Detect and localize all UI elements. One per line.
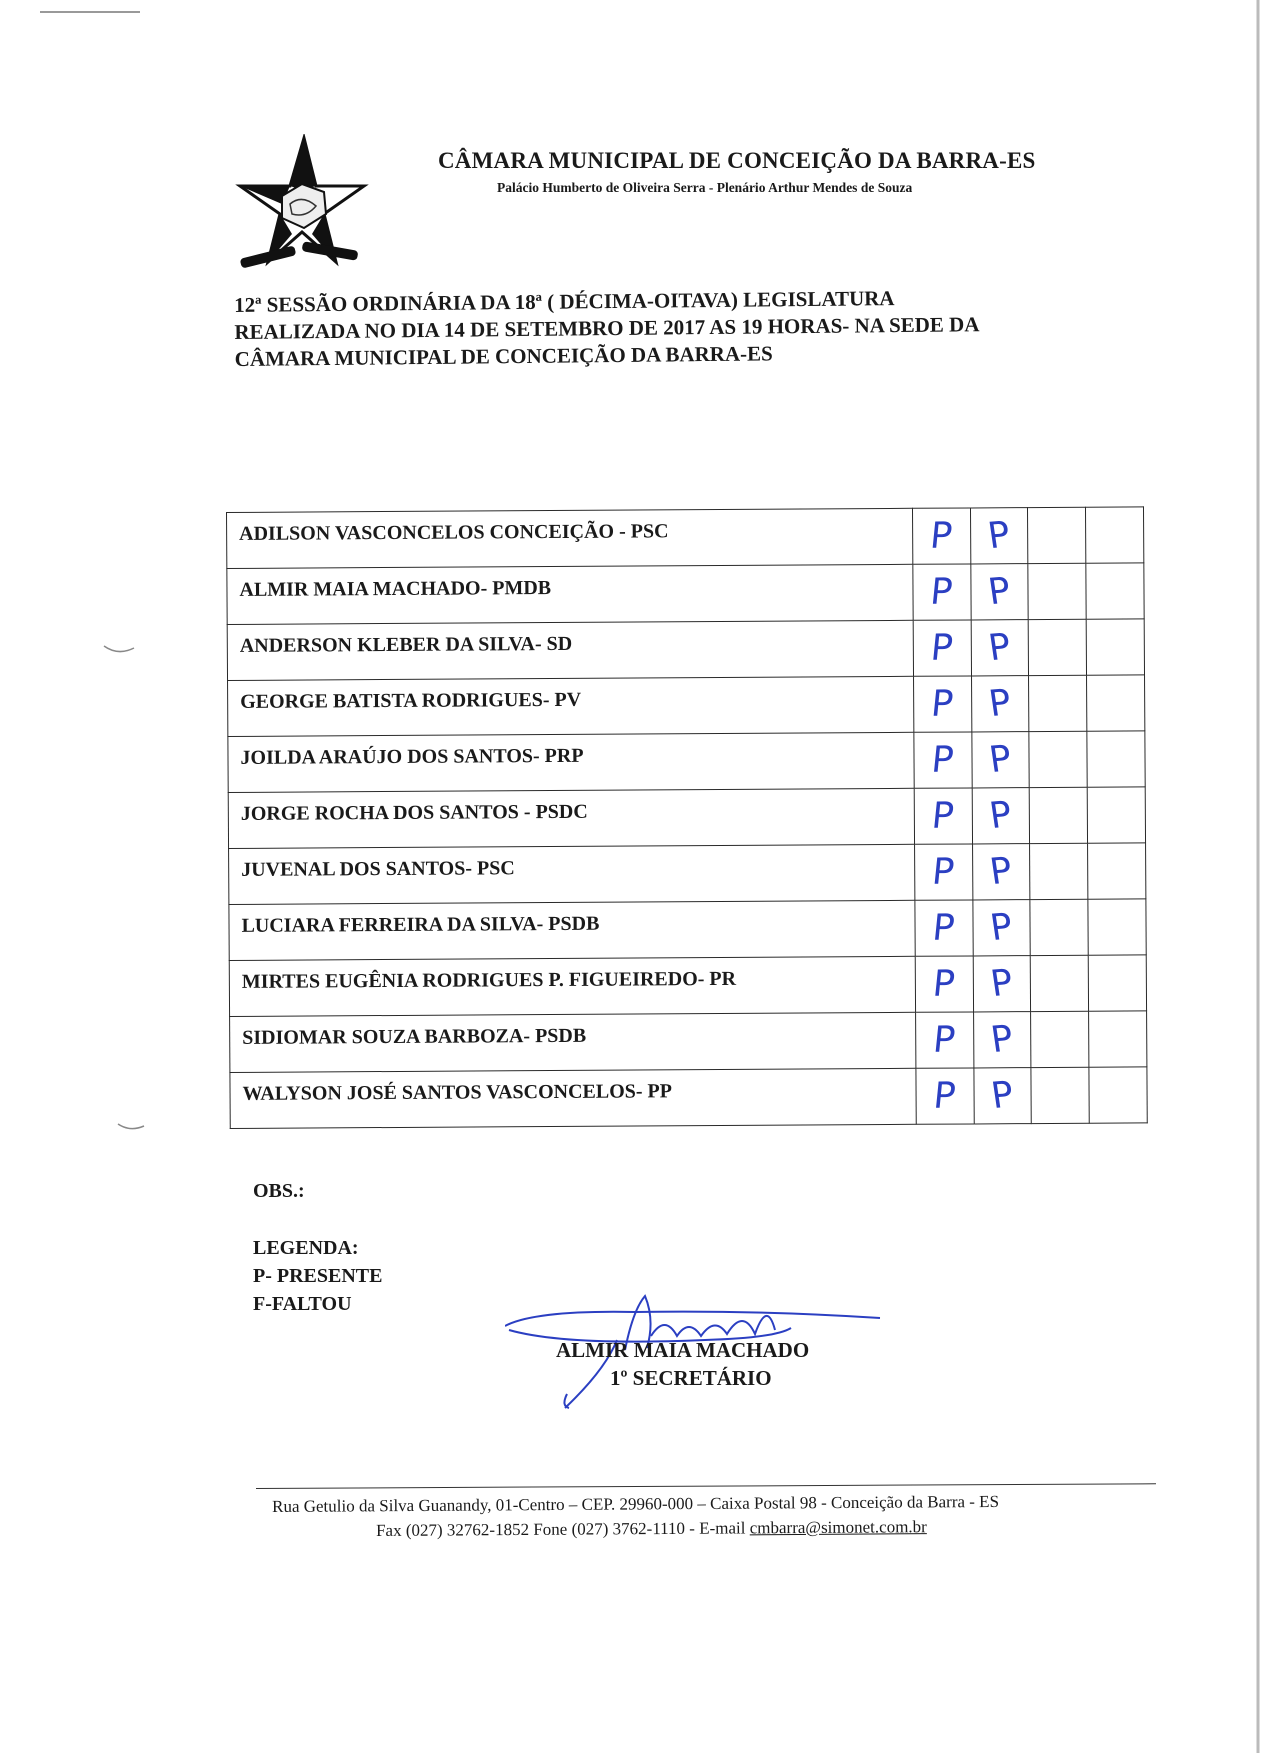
councillor-name: JUVENAL DOS SANTOS- PSC bbox=[229, 844, 915, 904]
councillor-name: SIDIOMAR SOUZA BARBOZA- PSDB bbox=[230, 1012, 916, 1072]
session-line-1: 12ª SESSÃO ORDINÁRIA DA 18ª ( DÉCIMA-OITAVA) LEGISLATURA bbox=[234, 286, 895, 317]
councillor-name: ALMIR MAIA MACHADO- PMDB bbox=[227, 564, 913, 624]
presence-mark: P bbox=[930, 795, 956, 837]
presence-mark: P bbox=[928, 571, 955, 613]
empty-mark-cell bbox=[1089, 1011, 1147, 1067]
councillor-name: ADILSON VASCONCELOS CONCEIÇÃO - PSC bbox=[227, 508, 913, 568]
footer-phone-fax: Fax (027) 32762-1852 Fone (027) 3762-1110 - E-mail bbox=[376, 1518, 750, 1540]
presence-mark: P bbox=[930, 851, 957, 893]
presence-mark: P bbox=[988, 962, 1016, 1005]
table-row bbox=[229, 899, 1146, 961]
empty-mark-cell bbox=[1086, 563, 1144, 619]
legend bbox=[253, 1234, 382, 1318]
presence-mark: P bbox=[931, 1019, 958, 1061]
presence-mark: P bbox=[928, 515, 955, 557]
footer-contact bbox=[376, 1517, 927, 1541]
empty-mark-cell bbox=[1031, 1011, 1089, 1067]
councillor-name: JORGE ROCHA DOS SANTOS - PSDC bbox=[228, 788, 914, 848]
empty-mark-cell bbox=[1029, 675, 1087, 731]
presence-mark: P bbox=[987, 850, 1015, 893]
councillor-name: MIRTES EUGÊNIA RODRIGUES P. FIGUEIREDO- PR bbox=[229, 956, 915, 1016]
table-row bbox=[227, 563, 1144, 625]
chamber-subtitle: Palácio Humberto de Oliveira Serra - Plenário Arthur Mendes de Souza bbox=[497, 180, 913, 195]
legend-title: LEGENDA: bbox=[253, 1237, 359, 1259]
legend-present: P- PRESENTE bbox=[253, 1265, 383, 1287]
presence-mark: P bbox=[931, 963, 957, 1005]
footer-address: Rua Getulio da Silva Guanandy, 01-Centro – CEP. 29960-000 – Caixa Postal 98 - Conceição da Barra - ES bbox=[272, 1491, 1000, 1516]
footer-email-link[interactable]: cmbarra@simonet.com.br bbox=[749, 1517, 927, 1538]
chamber-title: CÂMARA MUNICIPAL DE CONCEIÇÃO DA BARRA-ES bbox=[438, 148, 1036, 173]
session-line-2: REALIZADA NO DIA 14 DE SETEMBRO DE 2017 AS 19 HORAS- NA SEDE DA bbox=[234, 312, 980, 344]
legend-absent: F-FALTOU bbox=[253, 1293, 352, 1315]
empty-mark-cell bbox=[1087, 731, 1145, 787]
empty-mark-cell bbox=[1086, 507, 1144, 563]
session-line-3: CÂMARA MUNICIPAL DE CONCEIÇÃO DA BARRA-ES bbox=[234, 341, 773, 371]
empty-mark-cell bbox=[1029, 619, 1087, 675]
empty-mark-cell bbox=[1028, 563, 1086, 619]
empty-mark-cell bbox=[1089, 1067, 1147, 1123]
attendance-table bbox=[226, 506, 1148, 1129]
presence-mark: P bbox=[985, 570, 1014, 613]
empty-mark-cell bbox=[1029, 731, 1087, 787]
presence-mark: P bbox=[986, 682, 1014, 725]
councillor-name: WALYSON JOSÉ SANTOS VASCONCELOS- PP bbox=[230, 1068, 916, 1128]
table-row bbox=[229, 955, 1146, 1017]
empty-mark-cell bbox=[1030, 899, 1088, 955]
empty-mark-cell bbox=[1031, 955, 1089, 1011]
empty-mark-cell bbox=[1087, 787, 1145, 843]
councillor-name: ANDERSON KLEBER DA SILVA- SD bbox=[227, 620, 913, 680]
signatory-name: ALMIR MAIA MACHADO bbox=[556, 1338, 810, 1362]
table-row bbox=[230, 1011, 1147, 1073]
presence-mark: P bbox=[985, 514, 1013, 557]
table-row bbox=[229, 843, 1146, 905]
presence-mark: P bbox=[987, 906, 1016, 949]
table-row bbox=[227, 619, 1144, 681]
presence-mark: P bbox=[929, 739, 956, 781]
municipal-emblem-star bbox=[232, 134, 372, 276]
signatory-role: 1º SECRETÁRIO bbox=[610, 1366, 772, 1390]
presence-mark: P bbox=[986, 738, 1015, 781]
councillor-name: JOILDA ARAÚJO DOS SANTOS- PRP bbox=[228, 732, 914, 792]
empty-mark-cell bbox=[1030, 787, 1088, 843]
empty-mark-cell bbox=[1088, 955, 1146, 1011]
table-row bbox=[228, 731, 1145, 793]
empty-mark-cell bbox=[1030, 843, 1088, 899]
session-heading bbox=[234, 283, 1135, 373]
presence-mark: P bbox=[988, 1018, 1016, 1061]
empty-mark-cell bbox=[1028, 507, 1086, 563]
presence-mark: P bbox=[988, 1074, 1017, 1117]
table-row bbox=[228, 787, 1145, 849]
presence-mark: P bbox=[929, 627, 955, 669]
empty-mark-cell bbox=[1086, 619, 1144, 675]
councillor-name: GEORGE BATISTA RODRIGUES- PV bbox=[228, 676, 914, 736]
presence-mark: P bbox=[930, 907, 957, 949]
councillor-name: LUCIARA FERREIRA DA SILVA- PSDB bbox=[229, 900, 915, 960]
empty-mark-cell bbox=[1031, 1067, 1089, 1123]
empty-mark-cell bbox=[1088, 899, 1146, 955]
empty-mark-cell bbox=[1088, 843, 1146, 899]
presence-mark: P bbox=[986, 794, 1015, 837]
empty-mark-cell bbox=[1087, 675, 1145, 731]
presence-mark: P bbox=[985, 626, 1014, 669]
table-row bbox=[227, 507, 1144, 569]
presence-mark: P bbox=[929, 683, 956, 725]
observations-label: OBS.: bbox=[253, 1180, 305, 1202]
presence-mark: P bbox=[931, 1075, 958, 1117]
table-row bbox=[228, 675, 1145, 737]
table-row bbox=[230, 1067, 1147, 1129]
